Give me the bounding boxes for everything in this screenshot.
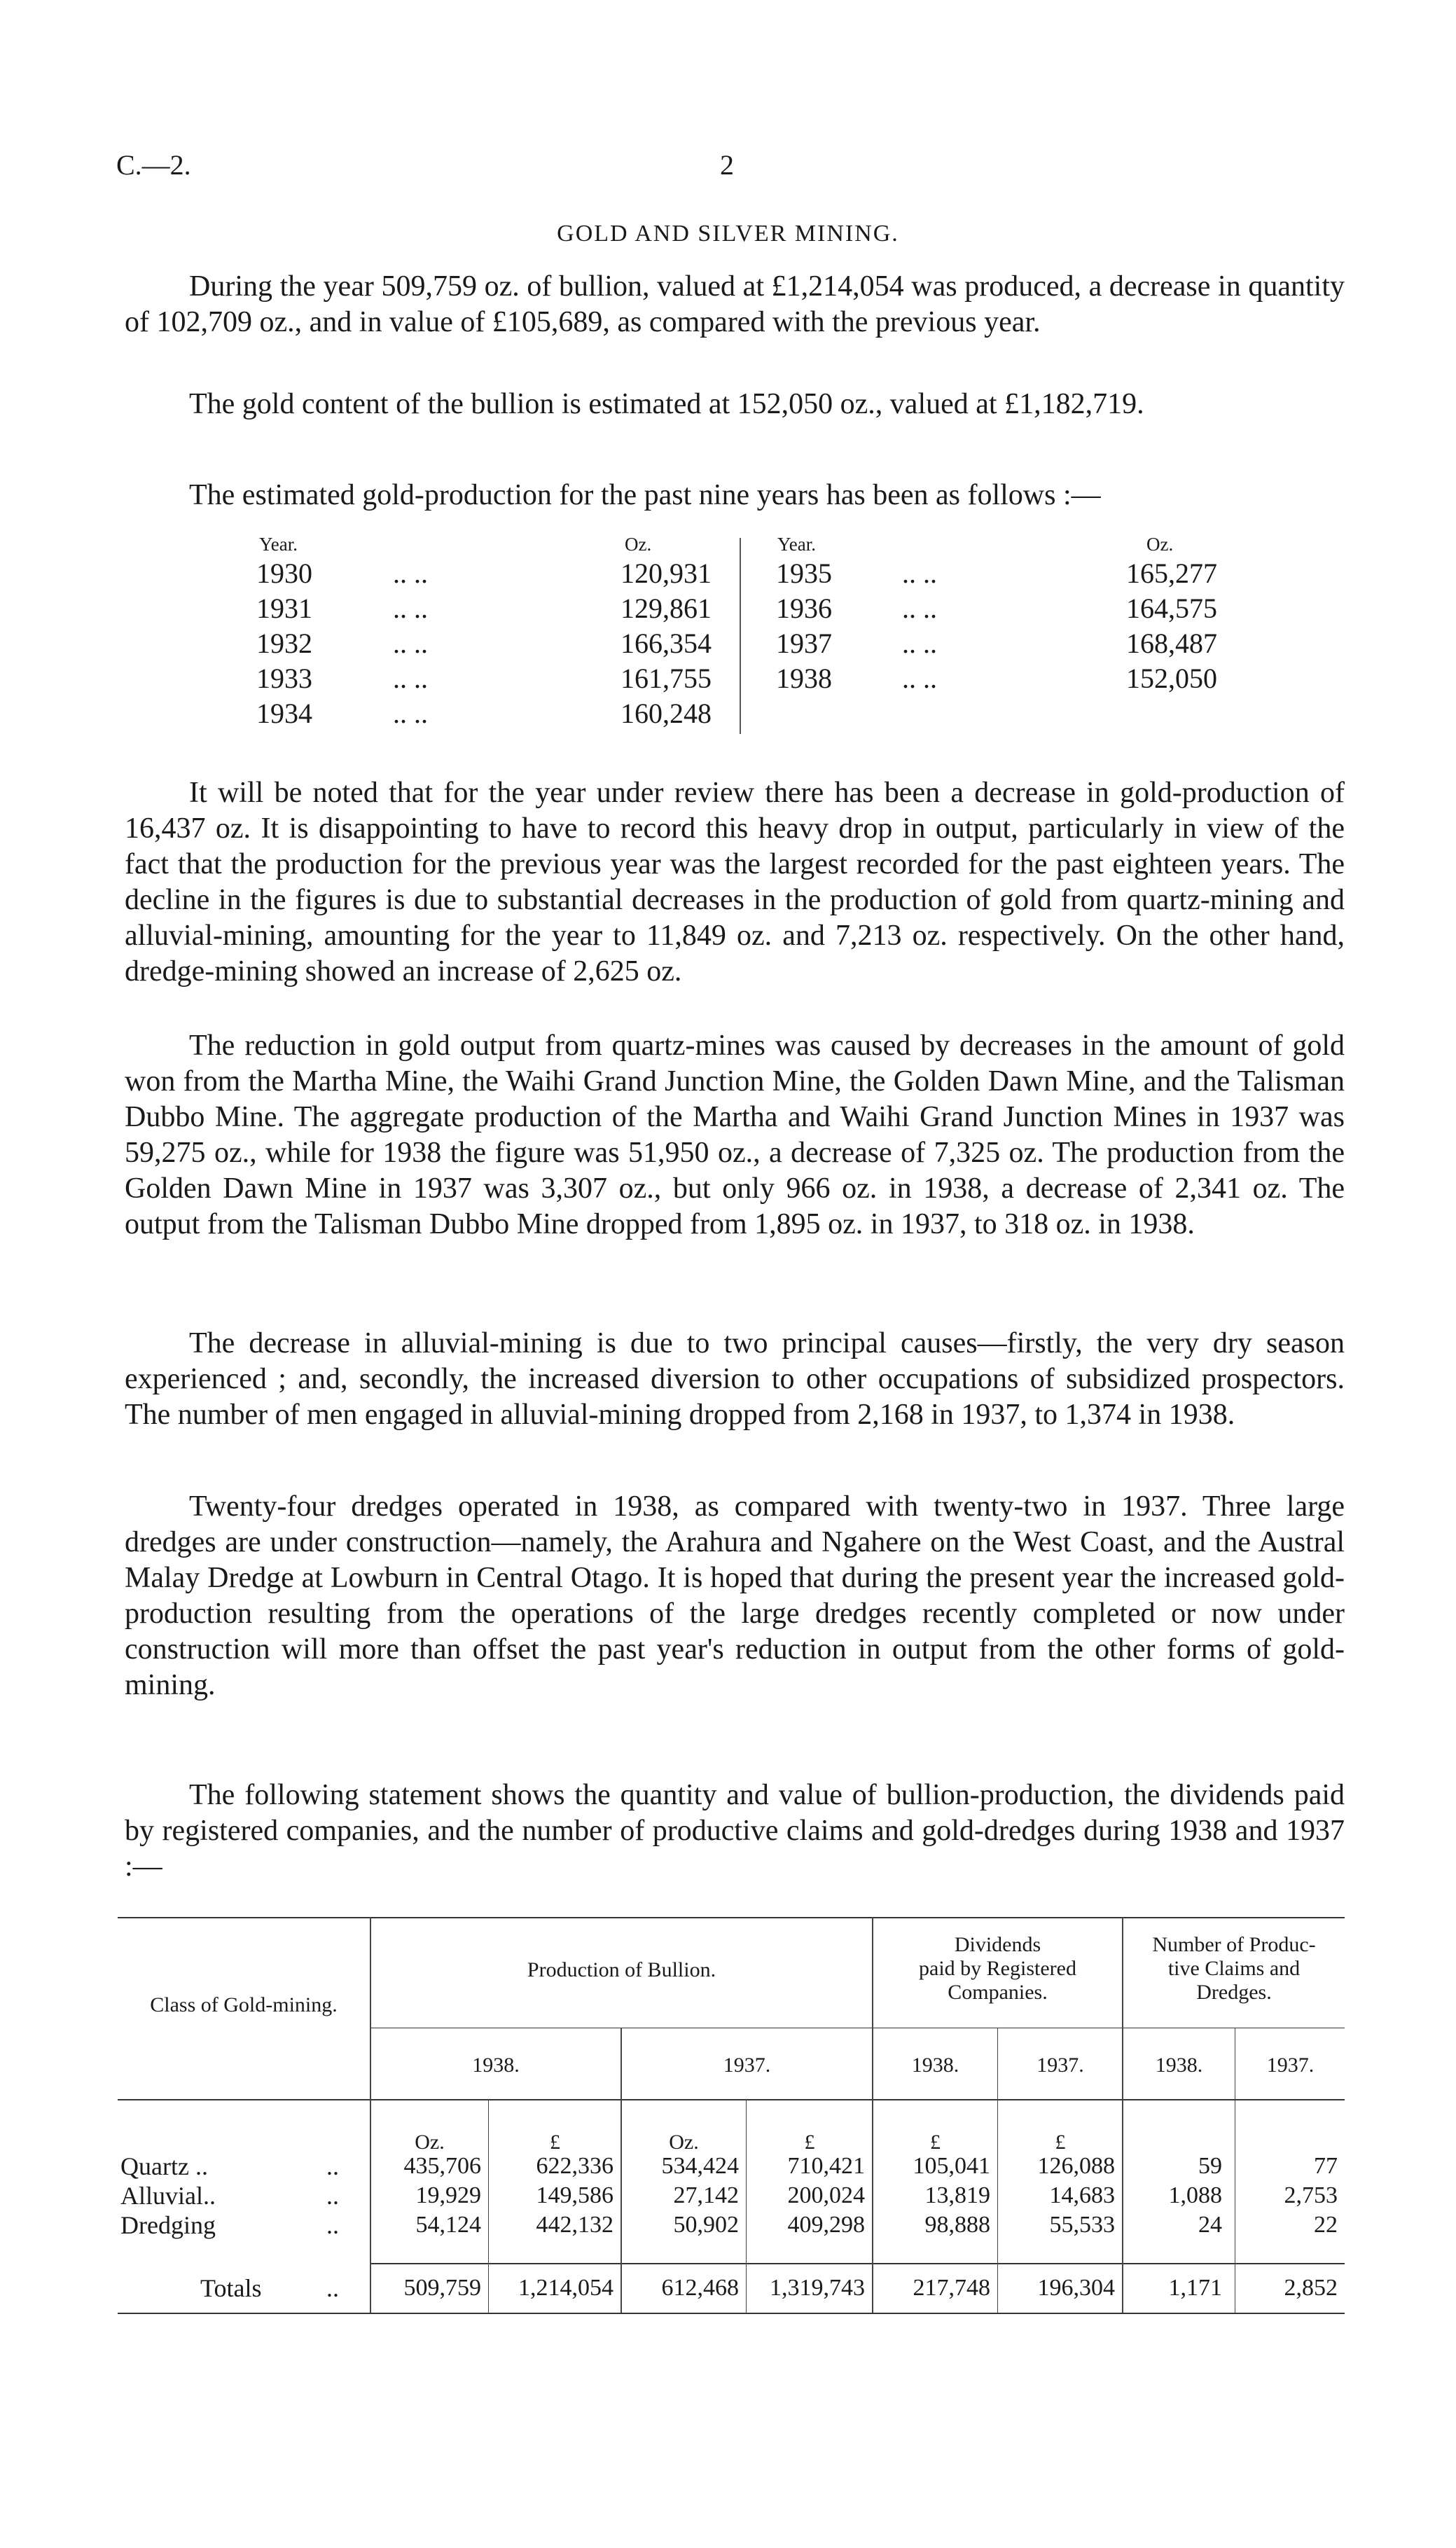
unit-oz: Oz. bbox=[669, 2131, 699, 2154]
production-row bbox=[776, 557, 1217, 592]
cell-dividends-1937: 126,088 bbox=[1037, 2153, 1115, 2179]
oz-cell: 164,575 bbox=[1126, 593, 1217, 624]
paragraph-dredges: Twenty-four dredges operated in 1938, as compared with twenty-two in 1937. Three large dredges are under construction—namely, the Arahura and Ngahere on the West Coast, and the Austral Malay Dredge at Lowburn in Central Otago. It is hoped that during the present year the increased gold-production resulting from the operations of the large dredges recently completed or now under construction will more than offset the past year's reduction in output from the other forms of gold-mining. bbox=[125, 1490, 1345, 1701]
year-cell: 1938 bbox=[776, 663, 832, 694]
year-header-right: Year. bbox=[777, 534, 817, 555]
paragraph-nine-years-intro: The estimated gold-production for the past nine years has been as follows :— bbox=[189, 479, 1101, 511]
leader-dots: .. .. bbox=[393, 558, 428, 589]
table-rule-top bbox=[118, 1917, 1345, 1918]
year-cell: 1932 bbox=[256, 628, 312, 659]
cell-value-1937: 710,421 bbox=[787, 2153, 865, 2179]
paragraph-decrease-review: It will be noted that for the year under review there has been a decrease in gold-production of 16,437 oz. It is disappointing to have to record this heavy drop in output, particularly in view of the fact that the production for the previous year was the largest recorded for the past eighteen years. The decline in the figures is due to substantial decreases in the production of gold from quartz-mining and alluvial-mining, amounting for the year to 11,849 oz. and 7,213 oz. respectively. On the other hand, dredge-mining showed an increase of 2,625 oz. bbox=[125, 777, 1345, 988]
year-cell: 1935 bbox=[776, 558, 832, 589]
totals-label: Totals bbox=[200, 2274, 262, 2302]
dividends-year-1938: 1938. bbox=[911, 2054, 959, 2077]
total-oz-1938: 509,759 bbox=[403, 2275, 481, 2301]
cell-dividends-1938: 98,888 bbox=[924, 2212, 990, 2238]
table-vrule bbox=[746, 2099, 747, 2313]
total-claims-1938: 1,171 bbox=[1168, 2275, 1222, 2301]
row-label: Dredging bbox=[120, 2211, 216, 2239]
production-year-1938: 1938. bbox=[472, 2054, 520, 2077]
cell-oz-1938: 435,706 bbox=[403, 2153, 481, 2179]
year-cell: 1931 bbox=[256, 593, 312, 624]
cell-oz-1937: 50,902 bbox=[673, 2212, 739, 2238]
production-row bbox=[776, 627, 1217, 662]
unit-pound: £ bbox=[550, 2131, 560, 2154]
leader-dots: .. .. bbox=[902, 663, 937, 694]
oz-header-left: Oz. bbox=[625, 534, 652, 555]
leader-dots: .. .. bbox=[393, 663, 428, 694]
oz-cell: 152,050 bbox=[1126, 663, 1217, 694]
cell-claims-1938: 59 bbox=[1198, 2153, 1222, 2179]
cell-claims-1937: 2,753 bbox=[1284, 2182, 1338, 2208]
claims-year-1938: 1938. bbox=[1155, 2054, 1203, 2077]
production-row bbox=[256, 662, 712, 697]
production-row bbox=[256, 592, 712, 627]
paragraph-bullion-summary: During the year 509,759 oz. of bullion, valued at £1,214,054 was produced, a decrease in quantity of 102,709 oz., and in value of £105,689, as compared with the previous year. bbox=[125, 270, 1345, 338]
cell-oz-1938: 19,929 bbox=[415, 2182, 481, 2208]
total-dividends-1938: 217,748 bbox=[913, 2275, 990, 2301]
table-vrule bbox=[997, 2028, 998, 2313]
cell-oz-1938: 54,124 bbox=[415, 2212, 481, 2238]
cell-value-1937: 409,298 bbox=[787, 2212, 865, 2238]
oz-cell: 129,861 bbox=[620, 593, 712, 624]
year-cell: 1937 bbox=[776, 628, 832, 659]
year-cell: 1930 bbox=[256, 558, 312, 589]
production-row bbox=[256, 627, 712, 662]
cell-oz-1937: 27,142 bbox=[673, 2182, 739, 2208]
unit-pound: £ bbox=[804, 2131, 815, 2154]
oz-header-right: Oz. bbox=[1146, 534, 1174, 555]
oz-cell: 161,755 bbox=[620, 663, 712, 694]
claims-header: Dredges. bbox=[1196, 1981, 1272, 2004]
table-rule-header-bottom bbox=[118, 2099, 1345, 2100]
dividends-year-1937: 1937. bbox=[1036, 2054, 1084, 2077]
unit-pound: £ bbox=[930, 2131, 941, 2154]
claims-header: Number of Produc- bbox=[1152, 1933, 1316, 1956]
oz-cell: 168,487 bbox=[1126, 628, 1217, 659]
paragraph-statement-intro: The following statement shows the quantity and value of bullion-production, the dividends paid by registered companies, and the number of productive claims and gold-dredges during 1938 and 1937 :— bbox=[125, 1779, 1345, 1883]
leader-dots: .. .. bbox=[902, 593, 937, 624]
year-header-left: Year. bbox=[259, 534, 298, 555]
dividends-header: Dividends bbox=[954, 1933, 1041, 1956]
cell-oz-1937: 534,424 bbox=[661, 2153, 739, 2179]
dividends-header: Companies. bbox=[948, 1981, 1048, 2004]
cell-claims-1938: 24 bbox=[1198, 2212, 1222, 2238]
total-value-1937: 1,319,743 bbox=[770, 2275, 865, 2301]
total-value-1938: 1,214,054 bbox=[518, 2275, 613, 2301]
total-oz-1937: 612,468 bbox=[661, 2275, 739, 2301]
unit-pound: £ bbox=[1055, 2131, 1066, 2154]
cell-dividends-1937: 55,533 bbox=[1049, 2212, 1115, 2238]
unit-oz: Oz. bbox=[415, 2131, 445, 2154]
paragraph-alluvial: The decrease in alluvial-mining is due to two principal causes—firstly, the very dry season experienced ; and, secondly, the increased diversion to other occupations of subsidized prospectors. The number of men engaged in alluvial-mining dropped from 2,168 in 1937, to 1,374 in 1938. bbox=[125, 1327, 1345, 1431]
year-cell: 1936 bbox=[776, 593, 832, 624]
cell-value-1938: 442,132 bbox=[536, 2212, 613, 2238]
report-code: C.—2. bbox=[116, 149, 191, 181]
paragraph-gold-content: The gold content of the bullion is estimated at 152,050 oz., valued at £1,182,719. bbox=[189, 388, 1144, 420]
claims-year-1937: 1937. bbox=[1266, 2054, 1315, 2077]
row-label: Quartz .. bbox=[120, 2152, 208, 2180]
row-dots: .. bbox=[326, 2152, 339, 2180]
table-rule-bottom bbox=[118, 2313, 1345, 2314]
production-header: Production of Bullion. bbox=[527, 1958, 716, 1981]
row-dots: .. bbox=[326, 2274, 339, 2302]
leader-dots: .. .. bbox=[902, 628, 937, 659]
cell-claims-1937: 22 bbox=[1314, 2212, 1338, 2238]
table-vrule bbox=[488, 2099, 489, 2313]
claims-header: tive Claims and bbox=[1167, 1957, 1301, 1980]
cell-dividends-1938: 13,819 bbox=[924, 2182, 990, 2208]
page-number: 2 bbox=[720, 149, 734, 181]
production-row bbox=[256, 697, 712, 732]
row-label: Alluvial.. bbox=[120, 2182, 216, 2210]
cell-dividends-1938: 105,041 bbox=[913, 2153, 990, 2179]
table-divider bbox=[740, 538, 741, 734]
table-rule-totals bbox=[371, 2263, 1345, 2264]
cell-claims-1938: 1,088 bbox=[1168, 2182, 1222, 2208]
year-cell: 1934 bbox=[256, 698, 312, 729]
total-dividends-1937: 196,304 bbox=[1037, 2275, 1115, 2301]
leader-dots: .. .. bbox=[902, 558, 937, 589]
section-title: GOLD AND SILVER MINING. bbox=[557, 221, 899, 247]
cell-value-1938: 149,586 bbox=[536, 2182, 613, 2208]
cell-value-1938: 622,336 bbox=[536, 2153, 613, 2179]
production-year-1937: 1937. bbox=[723, 2054, 771, 2077]
production-row bbox=[776, 662, 1217, 697]
leader-dots: .. .. bbox=[393, 698, 428, 729]
production-row bbox=[776, 592, 1217, 627]
paragraph-quartz-mines: The reduction in gold output from quartz-mines was caused by decreases in the amount of gold won from the Martha Mine, the Waihi Grand Junction Mine, the Golden Dawn Mine, and the Talisman Dubbo Mine. The aggregate production of the Martha and Waihi Grand Junction Mines in 1937 was 59,275 oz., while for 1938 the figure was 51,950 oz., a decrease of 7,325 oz. The production from the Golden Dawn Mine in 1937 was 3,307 oz., but only 966 oz. in 1938, a decrease of 2,341 oz. The output from the Talisman Dubbo Mine dropped from 1,895 oz. in 1937, to 318 oz. in 1938. bbox=[125, 1030, 1345, 1240]
oz-cell: 165,277 bbox=[1126, 558, 1217, 589]
year-cell: 1933 bbox=[256, 663, 312, 694]
cell-value-1937: 200,024 bbox=[787, 2182, 865, 2208]
cell-claims-1937: 77 bbox=[1314, 2153, 1338, 2179]
cell-dividends-1937: 14,683 bbox=[1049, 2182, 1115, 2208]
oz-cell: 120,931 bbox=[620, 558, 712, 589]
oz-cell: 166,354 bbox=[620, 628, 712, 659]
class-header: Class of Gold-mining. bbox=[150, 1993, 338, 2016]
row-dots: .. bbox=[326, 2182, 339, 2210]
leader-dots: .. .. bbox=[393, 593, 428, 624]
oz-cell: 160,248 bbox=[620, 698, 712, 729]
production-row bbox=[256, 557, 712, 592]
leader-dots: .. .. bbox=[393, 628, 428, 659]
dividends-header: paid by Registered bbox=[919, 1957, 1076, 1980]
row-dots: .. bbox=[326, 2211, 339, 2239]
total-claims-1937: 2,852 bbox=[1284, 2275, 1338, 2301]
